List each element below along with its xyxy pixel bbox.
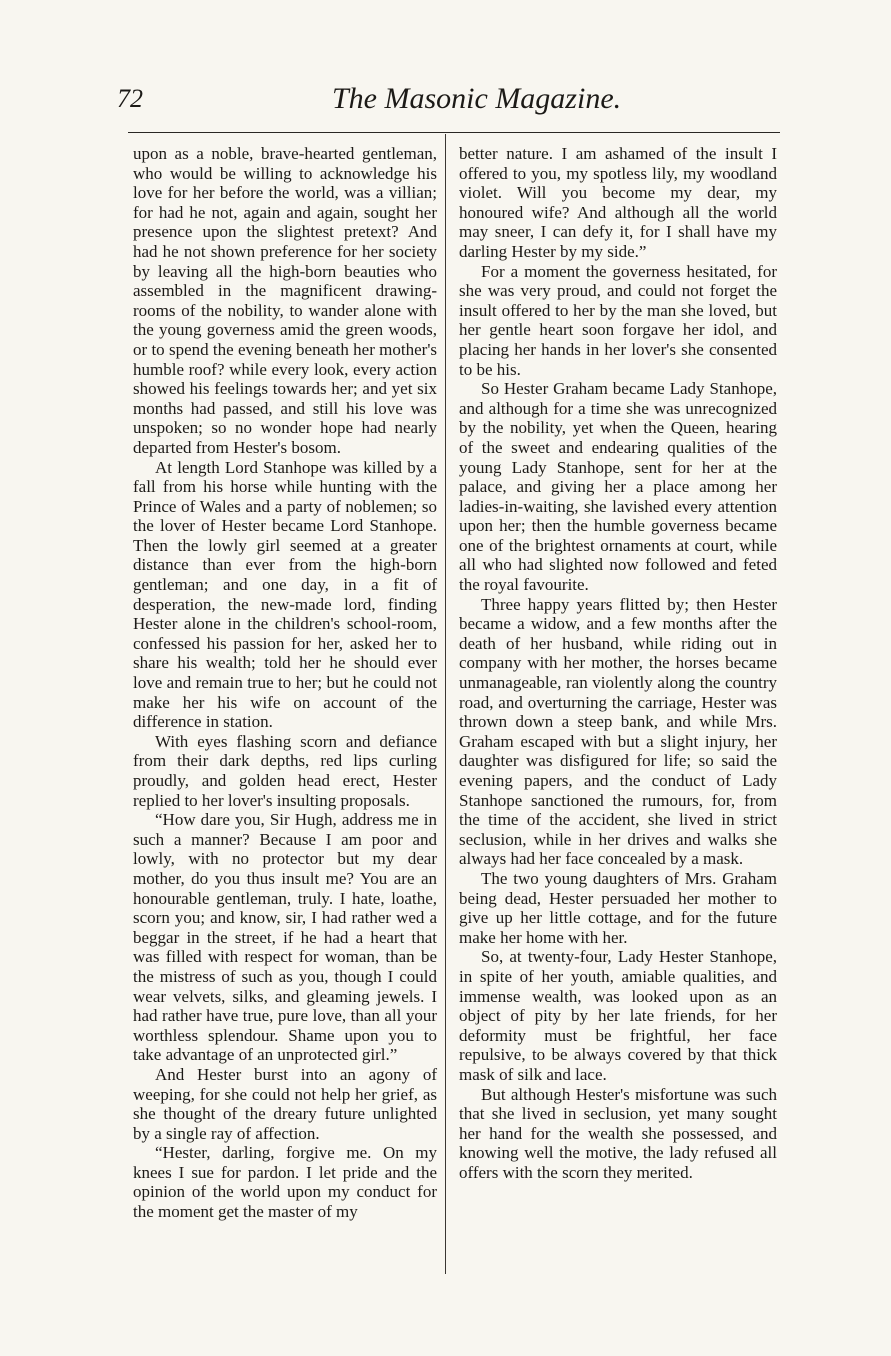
right-column bbox=[459, 144, 777, 1182]
paragraph: But although Hester's misfortune was such that she lived in seclusion, yet many sought her hand for the wealth she possessed, and knowing well the motive, the lady refused all offers with the scorn they merited. bbox=[459, 1084, 777, 1182]
page-number: 72 bbox=[117, 84, 143, 113]
paragraph: “Hester, darling, forgive me. On my knees I sue for pardon. I let pride and the opinion of the world upon my conduct for the moment get the master of my bbox=[133, 1143, 437, 1222]
paragraph: And Hester burst into an agony of weeping, for she could not help her grief, as she thought of the dreary future unlighted by a single ray of affection. bbox=[133, 1064, 437, 1143]
paragraph: “How dare you, Sir Hugh, address me in such a manner? Because I am poor and lowly, with no protector but my dear mother, do you thus insult me? You are an honourable gentleman, truly. I hate, loathe, scorn you; and know, sir, I had rather wed a beggar in the street, if he had a heart that was filled with respect for woman, than be the mistress of such as you, though I could wear velvets, silks, and gleaming jewels. I had rather have true, pure love, than all your worthless splendour. Shame upon you to take advantage of an unprotected girl.” bbox=[133, 810, 437, 1065]
paragraph: For a moment the governess hesitated, for she was very proud, and could not forget the insult offered to her by the man she loved, but her gentle heart soon forgave her idol, and placing her hands in her lover's she consented to be his. bbox=[459, 261, 777, 379]
paragraph: So, at twenty-four, Lady Hester Stanhope, in spite of her youth, amiable qualities, and immense wealth, was looked upon as an object of pity by her late friends, for her deformity must be frightful, her face repulsive, to be always covered by that thick mask of silk and lace. bbox=[459, 947, 777, 1084]
paragraph: So Hester Graham became Lady Stanhope, and although for a time she was unrecognized by the nobility, yet when the Queen, hearing of the sweet and endearing qualities of the young Lady Stanhope, sent for her at the palace, and giving her a place among her ladies-in-waiting, she lavished every attention upon her; then the humble governess became one of the brightest ornaments at court, while all who had slighted now followed and feted the royal favourite. bbox=[459, 379, 777, 595]
paragraph: The two young daughters of Mrs. Graham being dead, Hester persuaded her mother to give up her little cottage, and for the future make her home with her. bbox=[459, 868, 777, 947]
column-divider bbox=[445, 134, 446, 1274]
paragraph: At length Lord Stanhope was killed by a fall from his horse while hunting with the Prince of Wales and a party of noblemen; so the lover of Hester became Lord Stanhope. Then the lowly girl seemed at a greater distance than ever from the high-born gentleman; and one day, in a fit of desperation, the new-made lord, finding Hester alone in the children's school-room, confessed his passion for her, asked her to share his wealth; told her he should ever love and remain true to her; but he could not make her his wife on account of the difference in station. bbox=[133, 457, 437, 732]
header-rule bbox=[128, 132, 780, 133]
paragraph: Three happy years flitted by; then Hester became a widow, and a few months after the death of her husband, while riding out in company with her mother, the horses became unmanageable, ran violently along the country road, and overturning the carriage, Hester was thrown down a steep bank, and while Mrs. Graham escaped with but a slight injury, her daughter was disfigured for life; so said the evening papers, and the conduct of Lady Stanhope sanctioned the rumours, for, from the time of the accident, she lived in strict seclusion, while in her drives and walks she always had her face concealed by a mask. bbox=[459, 594, 777, 869]
left-column bbox=[133, 144, 437, 1222]
paragraph: upon as a noble, brave-hearted gentleman, who would be willing to acknowledge his love for her before the world, was a villian; for had he not, again and again, sought her presence upon the slightest pretext? And had he not shown preference for her society by leaving all the high-born beauties who assembled in the magnificent drawing-rooms of the nobility, to wander alone with the young governess amid the green woods, or to spend the evening beneath her mother's humble roof? while every look, every action showed his feelings towards her; and yet six months had passed, and still his love was unspoken; so no wonder hope had nearly departed from Hester's bosom. bbox=[133, 144, 437, 457]
running-title: The Masonic Magazine. bbox=[332, 82, 622, 115]
paragraph: better nature. I am ashamed of the insult I offered to you, my spotless lily, my woodland violet. Will you become my dear, my honoured wife? And although all the world may sneer, I can defy it, for I shall have my darling Hester by my side.” bbox=[459, 144, 777, 261]
paragraph: With eyes flashing scorn and defiance from their dark depths, red lips curling proudly, and golden head erect, Hester replied to her lover's insulting proposals. bbox=[133, 731, 437, 810]
